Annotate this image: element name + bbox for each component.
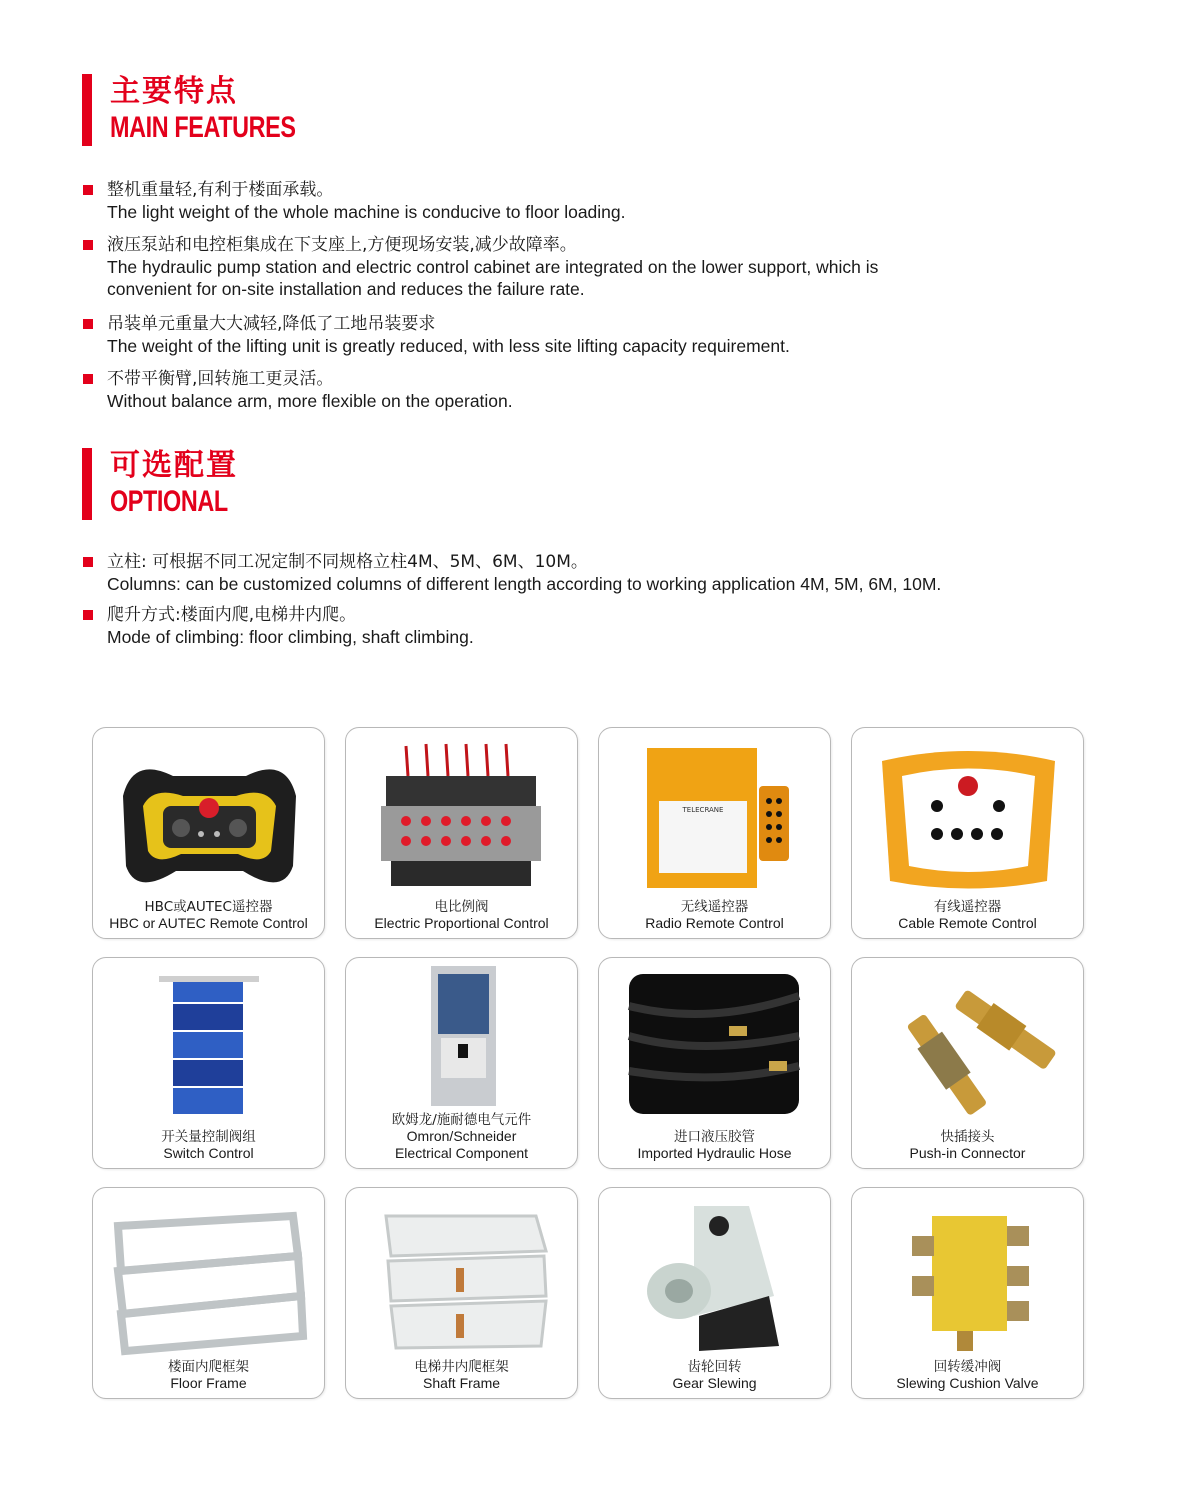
- feature-text-zh: 整机重量轻,有利于楼面承载。: [107, 180, 334, 200]
- feature-text-zh: 不带平衡臂,回转施工更灵活。: [107, 369, 334, 389]
- product-card: [92, 1187, 325, 1399]
- product-name-zh: 欧姆龙/施耐德电气元件: [391, 1112, 532, 1128]
- hydraulic-hose-icon: [599, 966, 830, 1126]
- product-name-en: Imported Hydraulic Hose: [637, 1145, 792, 1161]
- optional-text-en: Columns: can be customized columns of different length according to working application 4M, 5M, 6M, 10M.: [107, 574, 942, 594]
- heading-accent-bar: [82, 74, 92, 146]
- cable-remote-icon: [852, 736, 1083, 896]
- product-name-en: Slewing Cushion Valve: [896, 1375, 1039, 1391]
- main-features-heading: [82, 74, 348, 146]
- product-name-en: Floor Frame: [170, 1375, 247, 1391]
- cushion-valve-icon: [852, 1196, 1083, 1356]
- heading-accent-bar: [82, 448, 92, 520]
- electrical-cabinet-icon: [346, 966, 577, 1106]
- gear-slewing-icon: [599, 1196, 830, 1356]
- switch-valve-stack-icon: [93, 966, 324, 1126]
- product-name-zh: 齿轮回转: [687, 1359, 742, 1375]
- product-name-en: Switch Control: [163, 1145, 254, 1161]
- product-name-zh: 楼面内爬框架: [168, 1359, 249, 1375]
- bullet-square-icon: [83, 610, 93, 620]
- optional-title-en: OPTIONAL: [110, 485, 228, 518]
- bullet-square-icon: [83, 557, 93, 567]
- feature-item: [82, 369, 982, 412]
- bullet-square-icon: [83, 374, 93, 384]
- floor-frame-icon: [93, 1196, 324, 1356]
- main-features-title-en: MAIN FEATURES: [110, 111, 296, 144]
- feature-item: [82, 235, 982, 300]
- bullet-square-icon: [83, 319, 93, 329]
- product-name-en: Shaft Frame: [422, 1375, 501, 1391]
- push-connector-icon: [852, 966, 1083, 1126]
- product-name-en2: Omron/Schneider: [406, 1128, 517, 1144]
- product-name-zh: 快插接头: [940, 1129, 995, 1145]
- product-card: [345, 727, 578, 939]
- feature-text-en: The weight of the lifting unit is greatly reduced, with less site lifting capacity requirement.: [107, 336, 790, 356]
- product-card: [851, 957, 1084, 1169]
- radio-remote-icon: [599, 736, 830, 896]
- product-card: [598, 1187, 831, 1399]
- product-card: [345, 1187, 578, 1399]
- product-card: [345, 957, 578, 1169]
- feature-item: [82, 314, 982, 357]
- shaft-frame-icon: [346, 1196, 577, 1356]
- product-name-en: Cable Remote Control: [898, 915, 1037, 931]
- optional-title-zh: 可选配置: [110, 448, 238, 483]
- feature-text-en: The light weight of the whole machine is conducive to floor loading.: [107, 202, 626, 222]
- product-name-en: HBC or AUTEC Remote Control: [109, 915, 308, 931]
- product-card: [851, 727, 1084, 939]
- product-name-zh: 无线遥控器: [680, 899, 749, 915]
- product-card: [598, 957, 831, 1169]
- product-card: [92, 727, 325, 939]
- product-name-en: Electrical Component: [394, 1145, 529, 1161]
- product-name-zh: 开关量控制阀组: [161, 1129, 256, 1145]
- optional-item: [82, 605, 982, 648]
- product-name-zh: HBC或AUTEC遥控器: [144, 899, 273, 915]
- product-name-zh: 电梯井内爬框架: [414, 1359, 509, 1375]
- proportional-valve-icon: [346, 736, 577, 896]
- optional-item: [82, 552, 982, 595]
- product-name-zh: 进口液压胶管: [674, 1129, 755, 1145]
- hbc-remote-control-icon: [93, 736, 324, 896]
- product-name-zh: 有线遥控器: [933, 899, 1002, 915]
- feature-text-en: Without balance arm, more flexible on the operation.: [107, 391, 513, 411]
- optional-text-zh: 立柱: 可根据不同工况定制不同规格立柱4M、5M、6M、10M。: [107, 552, 588, 572]
- product-name-en: Radio Remote Control: [645, 915, 784, 931]
- product-name-en: Push-in Connector: [909, 1145, 1026, 1161]
- product-grid: [92, 727, 1084, 1399]
- bullet-square-icon: [83, 240, 93, 250]
- product-card: [92, 957, 325, 1169]
- product-name-zh: 回转缓冲阀: [933, 1359, 1002, 1375]
- main-features-list: [82, 180, 982, 422]
- main-features-title-zh: 主要特点: [110, 74, 238, 109]
- optional-list: [82, 552, 982, 658]
- optional-heading: [82, 448, 261, 520]
- telecrane-label: TELECRANE: [682, 806, 724, 814]
- product-name-en: Gear Slewing: [672, 1375, 757, 1391]
- product-card: [851, 1187, 1084, 1399]
- optional-text-zh: 爬升方式:楼面内爬,电梯井内爬。: [107, 605, 357, 625]
- optional-text-en: Mode of climbing: floor climbing, shaft climbing.: [107, 627, 474, 647]
- feature-text-en: The hydraulic pump station and electric control cabinet are integrated on the lower support, which is convenient for on-site installation and reduces the failure rate.: [107, 257, 879, 299]
- product-name-zh: 电比例阀: [434, 899, 489, 915]
- feature-text-zh: 吊装单元重量大大减轻,降低了工地吊装要求: [107, 314, 436, 334]
- feature-item: [82, 180, 982, 223]
- feature-text-zh: 液压泵站和电控柜集成在下支座上,方便现场安装,减少故障率。: [107, 235, 577, 255]
- bullet-square-icon: [83, 185, 93, 195]
- product-name-en: Electric Proportional Control: [374, 915, 549, 931]
- product-card: [598, 727, 831, 939]
